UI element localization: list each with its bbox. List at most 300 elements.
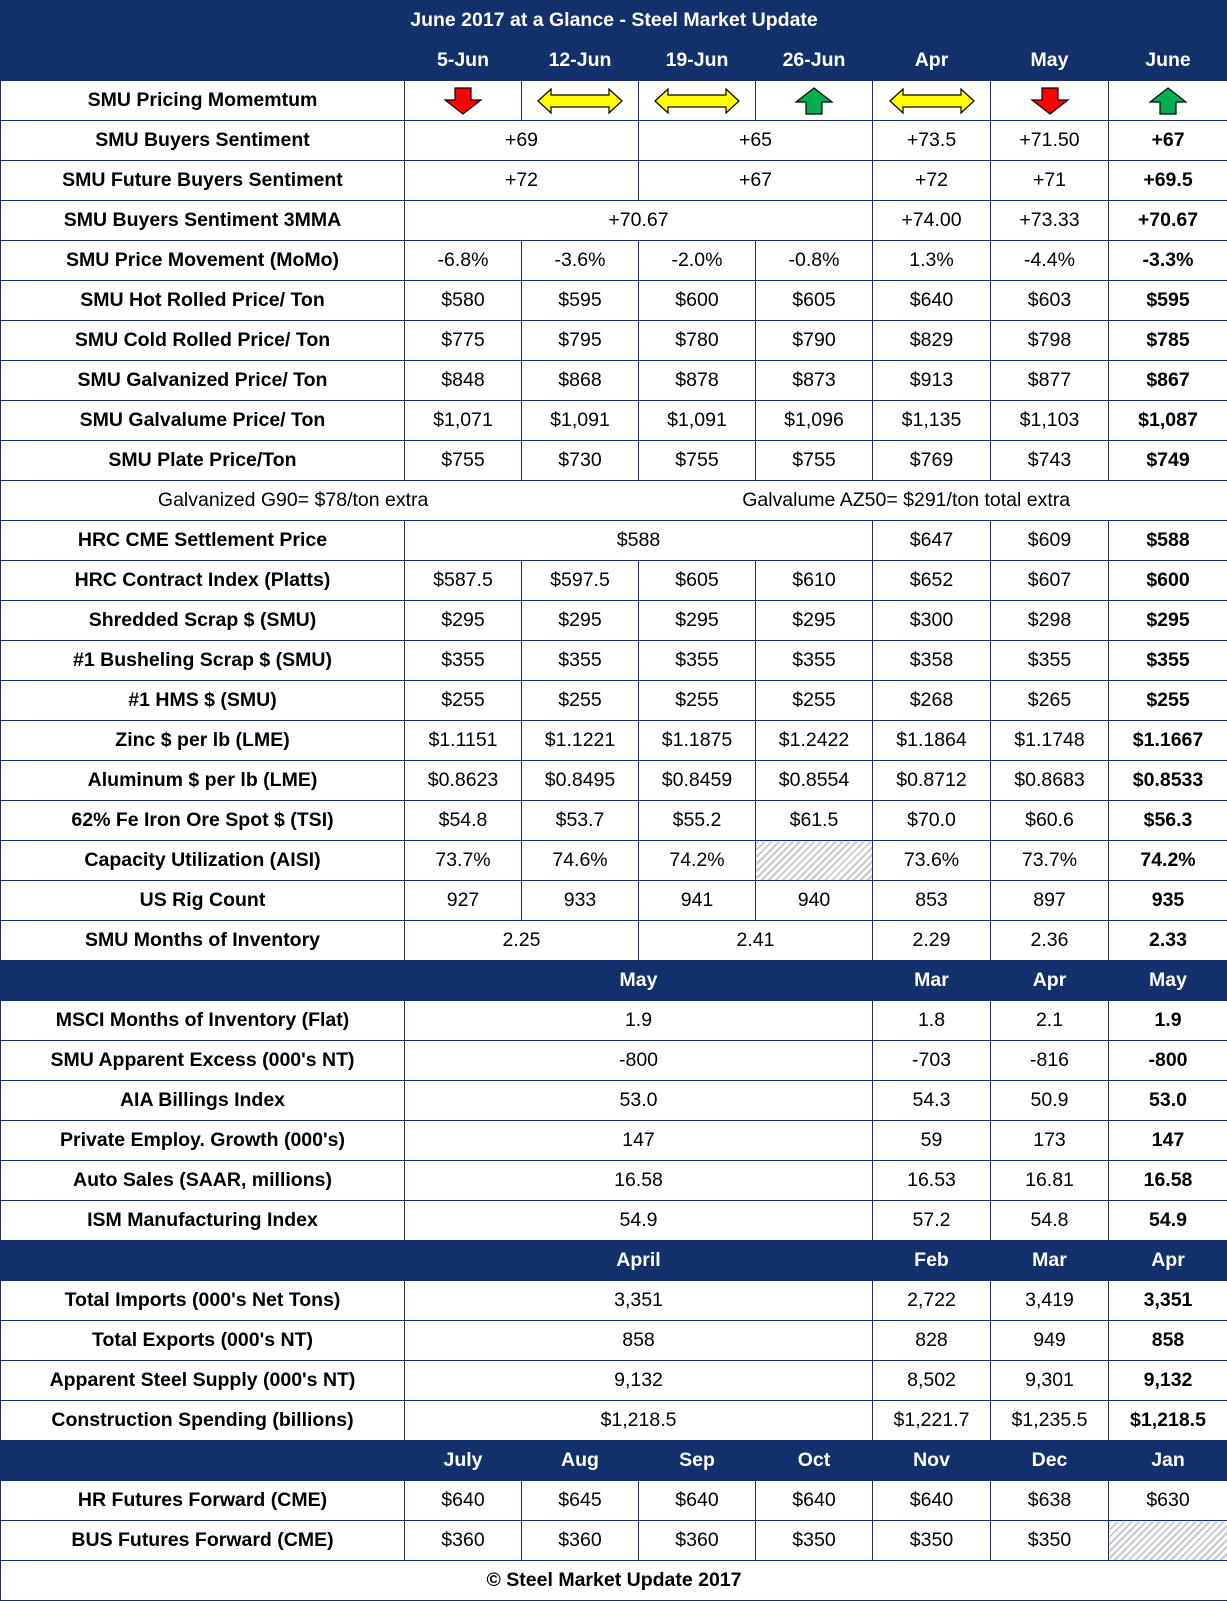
cell-galvalume-may: $1,103 (991, 401, 1109, 441)
cell-hms-may: $265 (991, 681, 1109, 721)
header-futures-july: July (405, 1441, 522, 1481)
cell-smu-months-june: 2.33 (1109, 921, 1227, 961)
cell-exports-feb: 828 (873, 1321, 991, 1361)
cell-zinc-19jun: $1.1875 (639, 721, 756, 761)
cell-hrc-index-may: $607 (991, 561, 1109, 601)
cell-zinc-june: $1.1667 (1109, 721, 1227, 761)
cell-msci-apr: 2.1 (991, 1001, 1109, 1041)
cell-employ-may: 147 (1109, 1121, 1227, 1161)
cell-hms-26jun: $255 (756, 681, 873, 721)
cell-buyers-sentiment-apr: +73.5 (873, 121, 991, 161)
cell-hrc-cme-apr: $647 (873, 521, 991, 561)
row-label-price-movement: SMU Price Movement (MoMo) (1, 241, 405, 281)
row-label-hms: #1 HMS $ (SMU) (1, 681, 405, 721)
cell-plate-12jun: $730 (522, 441, 639, 481)
cell-construction-apr: $1,218.5 (1109, 1401, 1227, 1441)
header-futures-sep: Sep (639, 1441, 756, 1481)
row-label-iron-ore: 62% Fe Iron Ore Spot $ (TSI) (1, 801, 405, 841)
cell-apparent-excess-mar: -703 (873, 1041, 991, 1081)
cell-future-buyers-apr: +72 (873, 161, 991, 201)
cell-busheling-12jun: $355 (522, 641, 639, 681)
header-monthly-2-apr: Apr (1109, 1241, 1227, 1281)
header-col-apr: Apr (873, 41, 991, 81)
row-label-aluminum: Aluminum $ per lb (LME) (1, 761, 405, 801)
cell-iron-ore-5jun: $54.8 (405, 801, 522, 841)
cell-hms-12jun: $255 (522, 681, 639, 721)
row-label-aia-billings: AIA Billings Index (1, 1081, 405, 1121)
table-row (1, 201, 1227, 241)
table-row (1, 1001, 1227, 1041)
cell-auto-apr: 16.81 (991, 1161, 1109, 1201)
cell-aia-main: 53.0 (405, 1081, 873, 1121)
header-monthly-1-may: May (1109, 961, 1227, 1001)
title-bar (1, 1, 1227, 41)
cell-galvanized-26jun: $873 (756, 361, 873, 401)
cell-construction-mar: $1,235.5 (991, 1401, 1109, 1441)
cell-rig-count-apr: 853 (873, 881, 991, 921)
table-row (1, 321, 1227, 361)
table-row (1, 1361, 1227, 1401)
table-row (1, 681, 1227, 721)
footer-row (1, 1561, 1227, 1601)
cell-exports-apr: 858 (1109, 1321, 1227, 1361)
cell-price-movement-may: -4.4% (991, 241, 1109, 281)
cell-aia-apr: 50.9 (991, 1081, 1109, 1121)
table-row (1, 601, 1227, 641)
cell-busheling-apr: $358 (873, 641, 991, 681)
cell-iron-ore-12jun: $53.7 (522, 801, 639, 841)
cell-imports-main: 3,351 (405, 1281, 873, 1321)
momentum-arrow-19jun (639, 81, 756, 121)
cell-apparent-excess-may: -800 (1109, 1041, 1227, 1081)
cell-construction-feb: $1,221.7 (873, 1401, 991, 1441)
table-row (1, 841, 1227, 881)
cell-aluminum-5jun: $0.8623 (405, 761, 522, 801)
cell-cold-rolled-apr: $829 (873, 321, 991, 361)
page-title: June 2017 at a Glance - Steel Market Update (1, 1, 1227, 41)
cell-galvanized-19jun: $878 (639, 361, 756, 401)
row-label-hrc-cme-settlement: HRC CME Settlement Price (1, 521, 405, 561)
arrow-down-red-icon (1020, 86, 1080, 116)
table-row (1, 281, 1227, 321)
cell-hr-futures-sep: $640 (639, 1481, 756, 1521)
cell-bus-futures-aug: $360 (522, 1521, 639, 1561)
table-row (1, 1161, 1227, 1201)
cell-rig-count-19jun: 941 (639, 881, 756, 921)
row-label-hot-rolled: SMU Hot Rolled Price/ Ton (1, 281, 405, 321)
cell-zinc-5jun: $1.1151 (405, 721, 522, 761)
row-label-future-buyers-sentiment: SMU Future Buyers Sentiment (1, 161, 405, 201)
cell-employ-apr: 173 (991, 1121, 1109, 1161)
cell-iron-ore-may: $60.6 (991, 801, 1109, 841)
cell-capacity-may: 73.7% (991, 841, 1109, 881)
cell-buyers-sentiment-june: +67 (1109, 121, 1227, 161)
row-label-rig-count: US Rig Count (1, 881, 405, 921)
momentum-arrow-june (1109, 81, 1227, 121)
cell-galvanized-5jun: $848 (405, 361, 522, 401)
cell-capacity-june: 74.2% (1109, 841, 1227, 881)
cell-auto-mar: 16.53 (873, 1161, 991, 1201)
cell-hot-rolled-26jun: $605 (756, 281, 873, 321)
cell-hot-rolled-apr: $640 (873, 281, 991, 321)
table-row (1, 441, 1227, 481)
header-col-12jun: 12-Jun (522, 41, 639, 81)
cell-future-buyers-span-b: +67 (639, 161, 873, 201)
momentum-arrow-may (991, 81, 1109, 121)
cell-hrc-index-apr: $652 (873, 561, 991, 601)
cell-supply-feb: 8,502 (873, 1361, 991, 1401)
row-label-cold-rolled: SMU Cold Rolled Price/ Ton (1, 321, 405, 361)
momentum-arrow-apr (873, 81, 991, 121)
row-label-msci-months-inventory: MSCI Months of Inventory (Flat) (1, 1001, 405, 1041)
row-label-total-exports: Total Exports (000's NT) (1, 1321, 405, 1361)
table-row (1, 561, 1227, 601)
cell-apparent-excess-main: -800 (405, 1041, 873, 1081)
arrow-down-red-icon (433, 86, 493, 116)
cell-employ-main: 147 (405, 1121, 873, 1161)
header-col-19jun: 19-Jun (639, 41, 756, 81)
cell-shredded-apr: $300 (873, 601, 991, 641)
cell-hr-futures-oct: $640 (756, 1481, 873, 1521)
cell-aluminum-26jun: $0.8554 (756, 761, 873, 801)
table-row (1, 721, 1227, 761)
cell-bus-futures-july: $360 (405, 1521, 522, 1561)
table-row (1, 121, 1227, 161)
cell-msci-may: 1.9 (1109, 1001, 1227, 1041)
cell-plate-apr: $769 (873, 441, 991, 481)
cell-capacity-5jun: 73.7% (405, 841, 522, 881)
cell-busheling-19jun: $355 (639, 641, 756, 681)
header-col-5jun: 5-Jun (405, 41, 522, 81)
cell-hrc-index-26jun: $610 (756, 561, 873, 601)
arrow-up-green-icon (1138, 86, 1198, 116)
cell-3mma-span-all: +70.67 (405, 201, 873, 241)
header-monthly-1-mar: Mar (873, 961, 991, 1001)
cell-hot-rolled-19jun: $600 (639, 281, 756, 321)
arrow-flat-yellow-icon (887, 86, 977, 116)
cell-bus-futures-nov: $350 (873, 1521, 991, 1561)
arrow-up-green-icon (784, 86, 844, 116)
cell-hr-futures-july: $640 (405, 1481, 522, 1521)
table-row (1, 241, 1227, 281)
header-monthly-2-main: April (405, 1241, 873, 1281)
cell-busheling-26jun: $355 (756, 641, 873, 681)
header-monthly-1-main: May (405, 961, 873, 1001)
cell-hms-apr: $268 (873, 681, 991, 721)
cell-ism-apr: 54.8 (991, 1201, 1109, 1241)
row-label-construction-spending: Construction Spending (billions) (1, 1401, 405, 1441)
table-row (1, 401, 1227, 441)
cell-iron-ore-26jun: $61.5 (756, 801, 873, 841)
cell-galvanized-apr: $913 (873, 361, 991, 401)
cell-price-movement-apr: 1.3% (873, 241, 991, 281)
copyright-text: © Steel Market Update 2017 (1, 1561, 1227, 1601)
table-row (1, 881, 1227, 921)
cell-rig-count-26jun: 940 (756, 881, 873, 921)
cell-zinc-12jun: $1.1221 (522, 721, 639, 761)
cell-shredded-19jun: $295 (639, 601, 756, 641)
arrow-flat-yellow-icon (652, 86, 742, 116)
cell-future-buyers-june: +69.5 (1109, 161, 1227, 201)
cell-zinc-apr: $1.1864 (873, 721, 991, 761)
header-futures-nov: Nov (873, 1441, 991, 1481)
cell-cold-rolled-june: $785 (1109, 321, 1227, 361)
row-label-plate: SMU Plate Price/Ton (1, 441, 405, 481)
cell-hr-futures-dec: $638 (991, 1481, 1109, 1521)
cell-hms-june: $255 (1109, 681, 1227, 721)
cell-hot-rolled-may: $603 (991, 281, 1109, 321)
cell-plate-19jun: $755 (639, 441, 756, 481)
table-row (1, 1121, 1227, 1161)
table-row (1, 1481, 1227, 1521)
row-label-ism-manufacturing: ISM Manufacturing Index (1, 1201, 405, 1241)
table-row (1, 1041, 1227, 1081)
note-band (1, 481, 1227, 521)
cell-aluminum-12jun: $0.8495 (522, 761, 639, 801)
momentum-arrow-12jun (522, 81, 639, 121)
cell-hrc-index-19jun: $605 (639, 561, 756, 601)
header-futures-aug: Aug (522, 1441, 639, 1481)
cell-capacity-12jun: 74.6% (522, 841, 639, 881)
cell-plate-5jun: $755 (405, 441, 522, 481)
header-blank-futures (1, 1441, 405, 1481)
table-row (1, 161, 1227, 201)
cell-shredded-may: $298 (991, 601, 1109, 641)
row-label-shredded-scrap: Shredded Scrap $ (SMU) (1, 601, 405, 641)
header-col-may: May (991, 41, 1109, 81)
cell-hot-rolled-12jun: $595 (522, 281, 639, 321)
cell-galvalume-5jun: $1,071 (405, 401, 522, 441)
table-row (1, 81, 1227, 121)
row-label-hr-futures: HR Futures Forward (CME) (1, 1481, 405, 1521)
cell-smu-months-apr: 2.29 (873, 921, 991, 961)
table-row (1, 1521, 1227, 1561)
header-row-futures (1, 1441, 1227, 1481)
row-label-total-imports: Total Imports (000's Net Tons) (1, 1281, 405, 1321)
row-label-private-employ-growth: Private Employ. Growth (000's) (1, 1121, 405, 1161)
header-row-weekly (1, 41, 1227, 81)
cell-bus-futures-dec: $350 (991, 1521, 1109, 1561)
row-label-pricing-momentum: SMU Pricing Momemtum (1, 81, 405, 121)
cell-hrc-cme-june: $588 (1109, 521, 1227, 561)
cell-shredded-12jun: $295 (522, 601, 639, 641)
cell-employ-mar: 59 (873, 1121, 991, 1161)
cell-imports-mar: 3,419 (991, 1281, 1109, 1321)
cell-smu-months-may: 2.36 (991, 921, 1109, 961)
row-label-capacity-utilization: Capacity Utilization (AISI) (1, 841, 405, 881)
cell-aluminum-june: $0.8533 (1109, 761, 1227, 801)
header-futures-oct: Oct (756, 1441, 873, 1481)
row-label-buyers-sentiment: SMU Buyers Sentiment (1, 121, 405, 161)
cell-3mma-apr: +74.00 (873, 201, 991, 241)
cell-buyers-sentiment-span-b: +65 (639, 121, 873, 161)
cell-busheling-june: $355 (1109, 641, 1227, 681)
cell-hot-rolled-june: $595 (1109, 281, 1227, 321)
cell-bus-futures-oct: $350 (756, 1521, 873, 1561)
cell-galvanized-12jun: $868 (522, 361, 639, 401)
cell-price-movement-5jun: -6.8% (405, 241, 522, 281)
table-row (1, 1281, 1227, 1321)
cell-iron-ore-june: $56.3 (1109, 801, 1227, 841)
cell-busheling-may: $355 (991, 641, 1109, 681)
row-label-galvalume: SMU Galvalume Price/ Ton (1, 401, 405, 441)
cell-galvalume-19jun: $1,091 (639, 401, 756, 441)
header-monthly-2-mar: Mar (991, 1241, 1109, 1281)
cell-plate-june: $749 (1109, 441, 1227, 481)
cell-galvanized-june: $867 (1109, 361, 1227, 401)
cell-buyers-sentiment-span-a: +69 (405, 121, 639, 161)
header-col-26jun: 26-Jun (756, 41, 873, 81)
row-label-busheling-scrap: #1 Busheling Scrap $ (SMU) (1, 641, 405, 681)
cell-cold-rolled-26jun: $790 (756, 321, 873, 361)
header-blank (1, 41, 405, 81)
cell-aluminum-may: $0.8683 (991, 761, 1109, 801)
cell-rig-count-june: 935 (1109, 881, 1227, 921)
cell-smu-months-span-b: 2.41 (639, 921, 873, 961)
cell-galvalume-26jun: $1,096 (756, 401, 873, 441)
table-row (1, 1401, 1227, 1441)
cell-shredded-5jun: $295 (405, 601, 522, 641)
row-label-apparent-steel-supply: Apparent Steel Supply (000's NT) (1, 1361, 405, 1401)
cell-aluminum-apr: $0.8712 (873, 761, 991, 801)
note-galvanized: Galvanized G90= $78/ton extra (158, 489, 428, 512)
momentum-arrow-26jun (756, 81, 873, 121)
cell-capacity-26jun-unavailable (756, 841, 873, 881)
header-col-june: June (1109, 41, 1227, 81)
cell-hrc-cme-may: $609 (991, 521, 1109, 561)
cell-supply-apr: 9,132 (1109, 1361, 1227, 1401)
cell-auto-main: 16.58 (405, 1161, 873, 1201)
cell-shredded-26jun: $295 (756, 601, 873, 641)
cell-galvalume-june: $1,087 (1109, 401, 1227, 441)
cell-future-buyers-span-a: +72 (405, 161, 639, 201)
cell-auto-may: 16.58 (1109, 1161, 1227, 1201)
cell-hrc-index-5jun: $587.5 (405, 561, 522, 601)
cell-galvalume-12jun: $1,091 (522, 401, 639, 441)
cell-iron-ore-apr: $70.0 (873, 801, 991, 841)
cell-hrc-index-june: $600 (1109, 561, 1227, 601)
cell-exports-mar: 949 (991, 1321, 1109, 1361)
cell-apparent-excess-apr: -816 (991, 1041, 1109, 1081)
cell-price-movement-19jun: -2.0% (639, 241, 756, 281)
cell-rig-count-may: 897 (991, 881, 1109, 921)
cell-busheling-5jun: $355 (405, 641, 522, 681)
table-row (1, 521, 1227, 561)
cell-cold-rolled-19jun: $780 (639, 321, 756, 361)
row-label-buyers-sentiment-3mma: SMU Buyers Sentiment 3MMA (1, 201, 405, 241)
cell-hr-futures-jan: $630 (1109, 1481, 1227, 1521)
cell-capacity-apr: 73.6% (873, 841, 991, 881)
table-row (1, 801, 1227, 841)
table-row (1, 921, 1227, 961)
table-row (1, 1081, 1227, 1121)
cell-msci-main: 1.9 (405, 1001, 873, 1041)
cell-price-movement-12jun: -3.6% (522, 241, 639, 281)
cell-3mma-june: +70.67 (1109, 201, 1227, 241)
cell-iron-ore-19jun: $55.2 (639, 801, 756, 841)
cell-hms-5jun: $255 (405, 681, 522, 721)
cell-ism-mar: 57.2 (873, 1201, 991, 1241)
header-monthly-2-feb: Feb (873, 1241, 991, 1281)
cell-imports-apr: 3,351 (1109, 1281, 1227, 1321)
table-row (1, 1201, 1227, 1241)
cell-bus-futures-sep: $360 (639, 1521, 756, 1561)
row-label-bus-futures: BUS Futures Forward (CME) (1, 1521, 405, 1561)
cell-smu-months-span-a: 2.25 (405, 921, 639, 961)
cell-zinc-may: $1.1748 (991, 721, 1109, 761)
cell-cold-rolled-12jun: $795 (522, 321, 639, 361)
row-label-zinc: Zinc $ per lb (LME) (1, 721, 405, 761)
header-row-monthly-1 (1, 961, 1227, 1001)
cell-buyers-sentiment-may: +71.50 (991, 121, 1109, 161)
header-futures-dec: Dec (991, 1441, 1109, 1481)
cell-aluminum-19jun: $0.8459 (639, 761, 756, 801)
cell-hr-futures-aug: $645 (522, 1481, 639, 1521)
cell-price-movement-june: -3.3% (1109, 241, 1227, 281)
cell-hrc-cme-span-all: $588 (405, 521, 873, 561)
cell-aia-may: 53.0 (1109, 1081, 1227, 1121)
row-label-apparent-excess: SMU Apparent Excess (000's NT) (1, 1041, 405, 1081)
cell-ism-main: 54.9 (405, 1201, 873, 1241)
cell-rig-count-12jun: 933 (522, 881, 639, 921)
cell-construction-main: $1,218.5 (405, 1401, 873, 1441)
cell-hms-19jun: $255 (639, 681, 756, 721)
cell-galvanized-may: $877 (991, 361, 1109, 401)
cell-cold-rolled-5jun: $775 (405, 321, 522, 361)
table-row (1, 361, 1227, 401)
momentum-arrow-5jun (405, 81, 522, 121)
cell-aia-mar: 54.3 (873, 1081, 991, 1121)
header-futures-jan: Jan (1109, 1441, 1227, 1481)
cell-msci-mar: 1.8 (873, 1001, 991, 1041)
cell-plate-may: $743 (991, 441, 1109, 481)
header-monthly-1-apr: Apr (991, 961, 1109, 1001)
cell-hrc-index-12jun: $597.5 (522, 561, 639, 601)
cell-hr-futures-nov: $640 (873, 1481, 991, 1521)
cell-cold-rolled-may: $798 (991, 321, 1109, 361)
cell-plate-26jun: $755 (756, 441, 873, 481)
cell-galvalume-apr: $1,135 (873, 401, 991, 441)
header-blank-monthly-1 (1, 961, 405, 1001)
row-label-auto-sales: Auto Sales (SAAR, millions) (1, 1161, 405, 1201)
row-label-smu-months-inventory: SMU Months of Inventory (1, 921, 405, 961)
cell-shredded-june: $295 (1109, 601, 1227, 641)
cell-supply-main: 9,132 (405, 1361, 873, 1401)
cell-imports-feb: 2,722 (873, 1281, 991, 1321)
cell-future-buyers-may: +71 (991, 161, 1109, 201)
cell-hot-rolled-5jun: $580 (405, 281, 522, 321)
cell-capacity-19jun: 74.2% (639, 841, 756, 881)
table-row (1, 761, 1227, 801)
cell-exports-main: 858 (405, 1321, 873, 1361)
row-label-galvanized: SMU Galvanized Price/ Ton (1, 361, 405, 401)
table-row (1, 641, 1227, 681)
arrow-flat-yellow-icon (535, 86, 625, 116)
cell-rig-count-5jun: 927 (405, 881, 522, 921)
cell-price-movement-26jun: -0.8% (756, 241, 873, 281)
cell-3mma-may: +73.33 (991, 201, 1109, 241)
header-row-monthly-2 (1, 1241, 1227, 1281)
cell-bus-futures-jan-unavailable (1109, 1521, 1227, 1561)
cell-ism-may: 54.9 (1109, 1201, 1227, 1241)
note-row (1, 481, 1227, 521)
row-label-hrc-contract-index: HRC Contract Index (Platts) (1, 561, 405, 601)
header-blank-monthly-2 (1, 1241, 405, 1281)
note-galvalume: Galvalume AZ50= $291/ton total extra (742, 489, 1070, 512)
cell-zinc-26jun: $1.2422 (756, 721, 873, 761)
table-row (1, 1321, 1227, 1361)
cell-supply-mar: 9,301 (991, 1361, 1109, 1401)
